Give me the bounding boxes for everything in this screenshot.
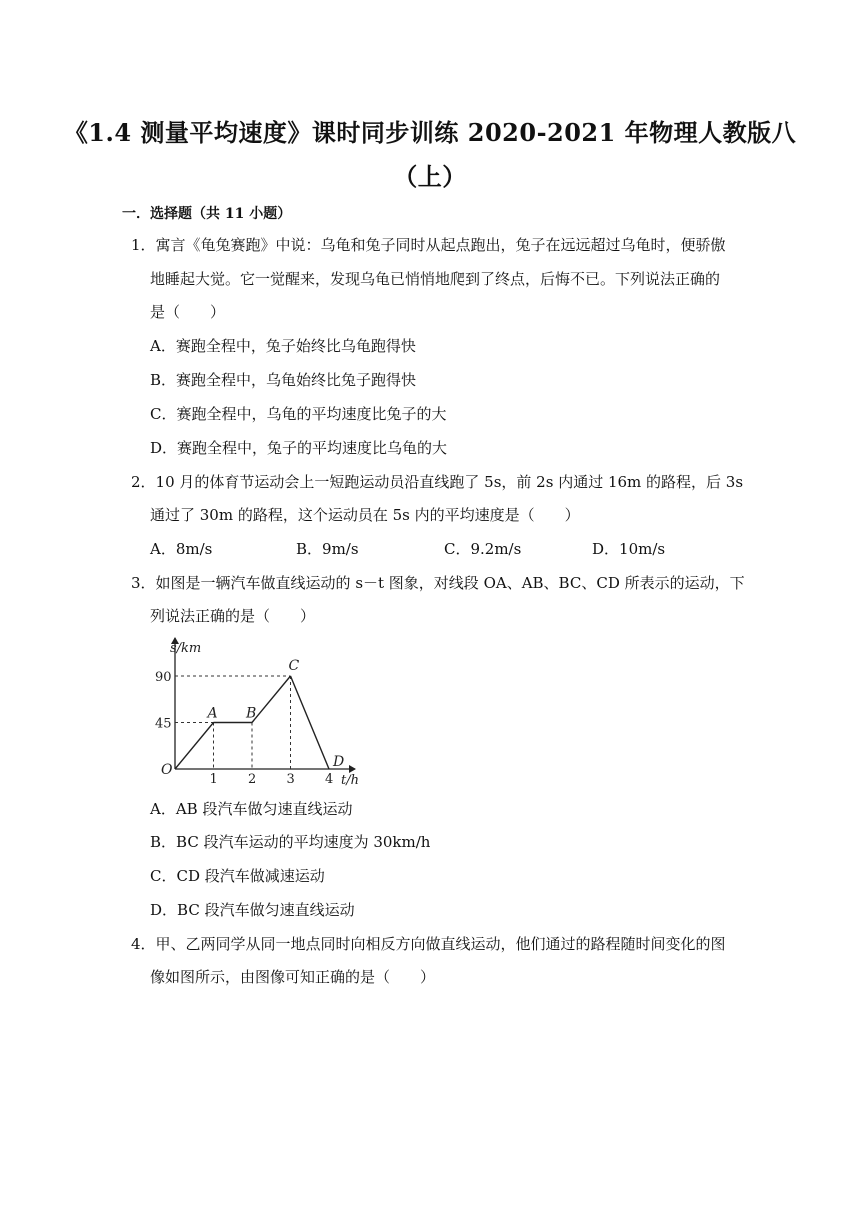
question-text-line: 3．如图是一辆汽车做直线运动的 s－t 图象，对线段 OA、AB、BC、CD 所表示的运动，下	[131, 574, 745, 592]
answer-option: C．CD 段汽车做减速运动	[150, 867, 325, 885]
y-axis-label: s/km	[170, 641, 202, 656]
x-axis-label: t/h	[341, 773, 359, 788]
x-tick-label: 4	[325, 772, 334, 787]
section-heading: 一．选择题（共 11 小题）	[122, 206, 292, 222]
question-text-line: 通过了 30m 的路程，这个运动员在 5s 内的平均速度是（ ）	[150, 506, 580, 524]
question-text-line: 是（ ）	[150, 303, 226, 321]
question-text-line: 地睡起大觉。它一觉醒来，发现乌龟已悄悄地爬到了终点，后悔不已。下列说法正确的	[150, 270, 721, 288]
answer-option: C．赛跑全程中，乌龟的平均速度比兔子的大	[150, 405, 447, 423]
question-text-line: 像如图所示，由图像可知正确的是（ ）	[150, 968, 436, 986]
point-label-b: B	[246, 705, 257, 722]
answer-option: B．9m/s	[296, 540, 359, 558]
point-label-d: D	[333, 754, 345, 770]
y-tick-label: 45	[155, 716, 172, 732]
answer-option: B．BC 段汽车运动的平均速度为 30km/h	[150, 833, 431, 851]
answer-option: D．BC 段汽车做匀速直线运动	[150, 901, 355, 919]
answer-option: A．赛跑全程中，兔子始终比乌龟跑得快	[150, 337, 416, 355]
answer-option: D．10m/s	[592, 540, 666, 558]
x-tick-label: 3	[286, 772, 295, 787]
s-t-graph	[155, 630, 370, 788]
point-label-c: C	[288, 658, 300, 674]
question-text-line: 2．10 月的体育节运动会上一短跑运动员沿直线跑了 5s，前 2s 内通过 16m 的路程，后 3s	[131, 473, 744, 491]
segment-bc	[252, 676, 291, 723]
answer-option: D．赛跑全程中，兔子的平均速度比乌龟的大	[150, 439, 448, 457]
question-text-line: 列说法正确的是（ ）	[150, 607, 316, 625]
x-tick-label: 1	[209, 772, 218, 787]
answer-option: C．9.2m/s	[444, 540, 522, 558]
segment-cd	[291, 676, 330, 769]
segment-oa	[175, 723, 214, 770]
point-label-o: O	[161, 762, 173, 778]
y-tick-label: 90	[155, 670, 172, 685]
question-text-line: 4．甲、乙两同学从同一地点同时向相反方向做直线运动，他们通过的路程随时间变化的图	[131, 935, 726, 953]
x-tick-label: 2	[248, 772, 257, 787]
answer-option: A．AB 段汽车做匀速直线运动	[150, 800, 353, 818]
answer-option: A．8m/s	[150, 540, 213, 558]
question-text-line: 1．寓言《龟兔赛跑》中说：乌龟和兔子同时从起点跑出，兔子在远远超过乌龟时，便骄傲	[131, 236, 726, 254]
point-label-a: A	[207, 705, 218, 722]
answer-option: B．赛跑全程中，乌龟始终比兔子跑得快	[150, 371, 417, 389]
document-title: 《1.4 测量平均速度》课时同步训练 2020-2021 年物理人教版八	[63, 118, 797, 147]
document-title-continued: （上）	[393, 162, 467, 191]
